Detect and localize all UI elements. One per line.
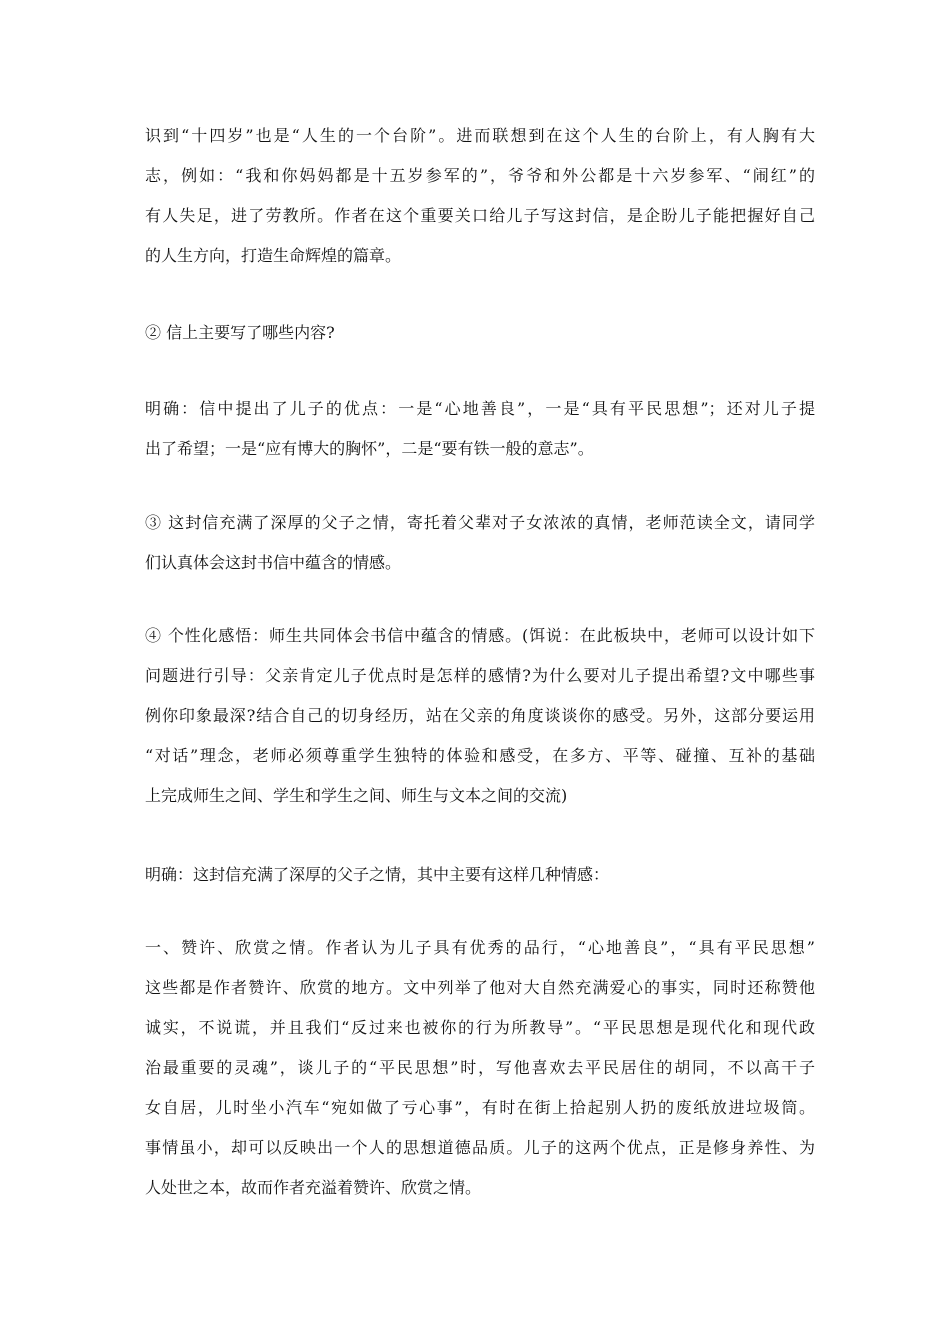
- answer-4-intro: [145, 855, 815, 895]
- text-line: 治最重要的灵魂”，谈儿子的“平民思想”时，写他喜欢去平民居住的胡同，不以高干子: [145, 1058, 815, 1077]
- question-3: [145, 503, 815, 583]
- text-line: 们认真体会这封书信中蕴含的情感。: [145, 553, 402, 572]
- text-line: 有人失足，进了劳教所。作者在这个重要关口给儿子写这封信，是企盼儿子能把握好自己: [145, 206, 815, 225]
- text-line: ④ 个性化感悟：师生共同体会书信中蕴含的情感。(饵说：在此板块中，老师可以设计如下: [145, 626, 815, 645]
- paragraph-context: [145, 116, 815, 276]
- text-line: ② 信上主要写了哪些内容?: [145, 323, 335, 342]
- text-line: 的人生方向，打造生命辉煌的篇章。: [145, 246, 402, 265]
- text-line: 志，例如：“我和你妈妈都是十五岁参军的”，爷爷和外公都是十六岁参军、“闹红”的: [145, 166, 815, 185]
- text-line: 一、赞许、欣赏之情。作者认为儿子具有优秀的品行，“心地善良”，“具有平民思想”: [145, 938, 815, 957]
- question-2: [145, 313, 815, 353]
- text-line: “对话”理念，老师必须尊重学生独特的体验和感受，在多方、平等、碰撞、互补的基础: [145, 746, 815, 765]
- text-line: 女自居，儿时坐小汽车“宛如做了亏心事”，有时在街上拾起别人扔的废纸放进垃圾筒。: [145, 1098, 815, 1117]
- text-line: 诚实，不说谎，并且我们“反过来也被你的行为所教导”。“平民思想是现代化和现代政: [145, 1018, 815, 1037]
- question-4: [145, 616, 815, 816]
- text-line: 上完成师生之间、学生和学生之间、师生与文本之间的交流): [145, 786, 568, 805]
- text-line: 例你印象最深?结合自己的切身经历，站在父亲的角度谈谈你的感受。另外，这部分要运用: [145, 706, 815, 725]
- emotion-one: [145, 928, 815, 1208]
- answer-2: [145, 389, 815, 469]
- text-line: 明确：这封信充满了深厚的父子之情，其中主要有这样几种情感：: [145, 865, 610, 884]
- text-line: 出了希望；一是“应有博大的胸怀”，二是“要有铁一般的意志”。: [145, 439, 594, 458]
- text-line: 事情虽小，却可以反映出一个人的思想道德品质。儿子的这两个优点，正是修身养性、为: [145, 1138, 815, 1157]
- text-line: 识到“十四岁”也是“人生的一个台阶”。进而联想到在这个人生的台阶上，有人胸有大: [145, 126, 815, 145]
- text-line: 这些都是作者赞许、欣赏的地方。文中列举了他对大自然充满爱心的事实，同时还称赞他: [145, 978, 815, 997]
- text-line: 明确：信中提出了儿子的优点：一是“心地善良”，一是“具有平民思想”；还对儿子提: [145, 399, 815, 418]
- text-line: 问题进行引导：父亲肯定儿子优点时是怎样的感情?为什么要对儿子提出希望?文中哪些事: [145, 666, 815, 685]
- text-line: 人处世之本，故而作者充溢着赞许、欣赏之情。: [145, 1178, 482, 1197]
- text-line: ③ 这封信充满了深厚的父子之情，寄托着父辈对子女浓浓的真情，老师范读全文，请同学: [145, 513, 815, 532]
